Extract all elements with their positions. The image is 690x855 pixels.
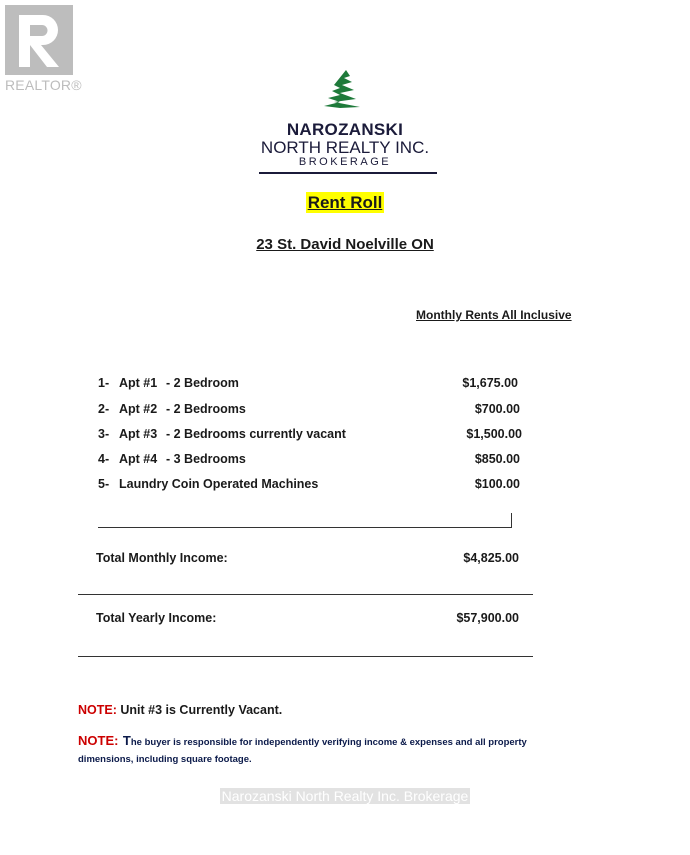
- realtor-logo: [5, 5, 82, 93]
- note-text: Unit #3 is Currently Vacant.: [120, 703, 283, 717]
- unit-description: - 2 Bedrooms currently vacant: [166, 427, 346, 441]
- document-title: Rent Roll: [307, 193, 383, 212]
- unit-row: [98, 477, 522, 493]
- unit-number: 2-: [98, 402, 110, 416]
- unit-row: [98, 376, 522, 392]
- unit-rent: $850.00: [474, 452, 520, 466]
- total-monthly-row: [96, 551, 519, 565]
- divider: [78, 656, 533, 657]
- brokerage-watermark: [0, 788, 690, 804]
- pine-tree-logo-icon: [318, 68, 378, 118]
- unit-name: Apt #2: [119, 402, 158, 416]
- unit-rent: $100.00: [474, 477, 520, 491]
- unit-row: [98, 427, 522, 443]
- unit-number: 3-: [98, 427, 110, 441]
- unit-name: Apt #3: [119, 427, 158, 441]
- unit-number: 4-: [98, 452, 110, 466]
- brand-divider: [259, 172, 437, 174]
- unit-number: 5-: [98, 477, 110, 491]
- unit-name: Apt #1: [119, 376, 158, 390]
- unit-row: [98, 402, 522, 418]
- note-initial: T: [122, 733, 131, 748]
- disclaimer-note: [78, 733, 578, 767]
- realtor-wordmark: REALTOR®: [5, 77, 82, 93]
- note-label: NOTE:: [78, 733, 119, 748]
- total-yearly-value: $57,900.00: [456, 611, 519, 625]
- watermark-text: Narozanski North Realty Inc. Brokerage: [221, 788, 469, 804]
- brand-name-line-1: NAROZANSKI: [286, 120, 404, 139]
- unit-rent: $1,675.00: [462, 376, 518, 390]
- unit-description: - 2 Bedroom: [166, 376, 239, 390]
- divider: [78, 594, 533, 595]
- unit-row: [98, 452, 522, 468]
- vacancy-note: [78, 703, 282, 717]
- total-yearly-label: Total Yearly Income:: [96, 611, 217, 625]
- unit-name: Laundry Coin Operated Machines: [119, 477, 319, 491]
- note-label: NOTE:: [78, 703, 117, 717]
- title-wrap: [0, 193, 690, 213]
- total-monthly-value: $4,825.00: [463, 551, 519, 565]
- unit-number: 1-: [98, 376, 110, 390]
- note-text: he buyer is responsible for independently verifying income & expenses and all property dimensions, including square footage.: [78, 737, 527, 765]
- unit-description: - 3 Bedrooms: [166, 452, 246, 466]
- property-address: 23 St. David Noelville ON: [256, 236, 434, 253]
- unit-rent: $1,500.00: [466, 427, 522, 441]
- subtotal-rule-tick: [511, 513, 512, 528]
- unit-description: - 2 Bedrooms: [166, 402, 246, 416]
- realtor-r-icon: [5, 5, 73, 75]
- brand-name-line-2: NORTH REALTY INC.: [260, 138, 430, 157]
- total-monthly-label: Total Monthly Income:: [96, 551, 228, 565]
- unit-name: Apt #4: [119, 452, 158, 466]
- unit-rent: $700.00: [474, 402, 520, 416]
- total-yearly-row: [96, 611, 519, 625]
- rent-column-header: Monthly Rents All Inclusive: [416, 308, 572, 322]
- brand-name-line-3: BROKERAGE: [298, 156, 392, 168]
- subtotal-rule: [98, 527, 512, 528]
